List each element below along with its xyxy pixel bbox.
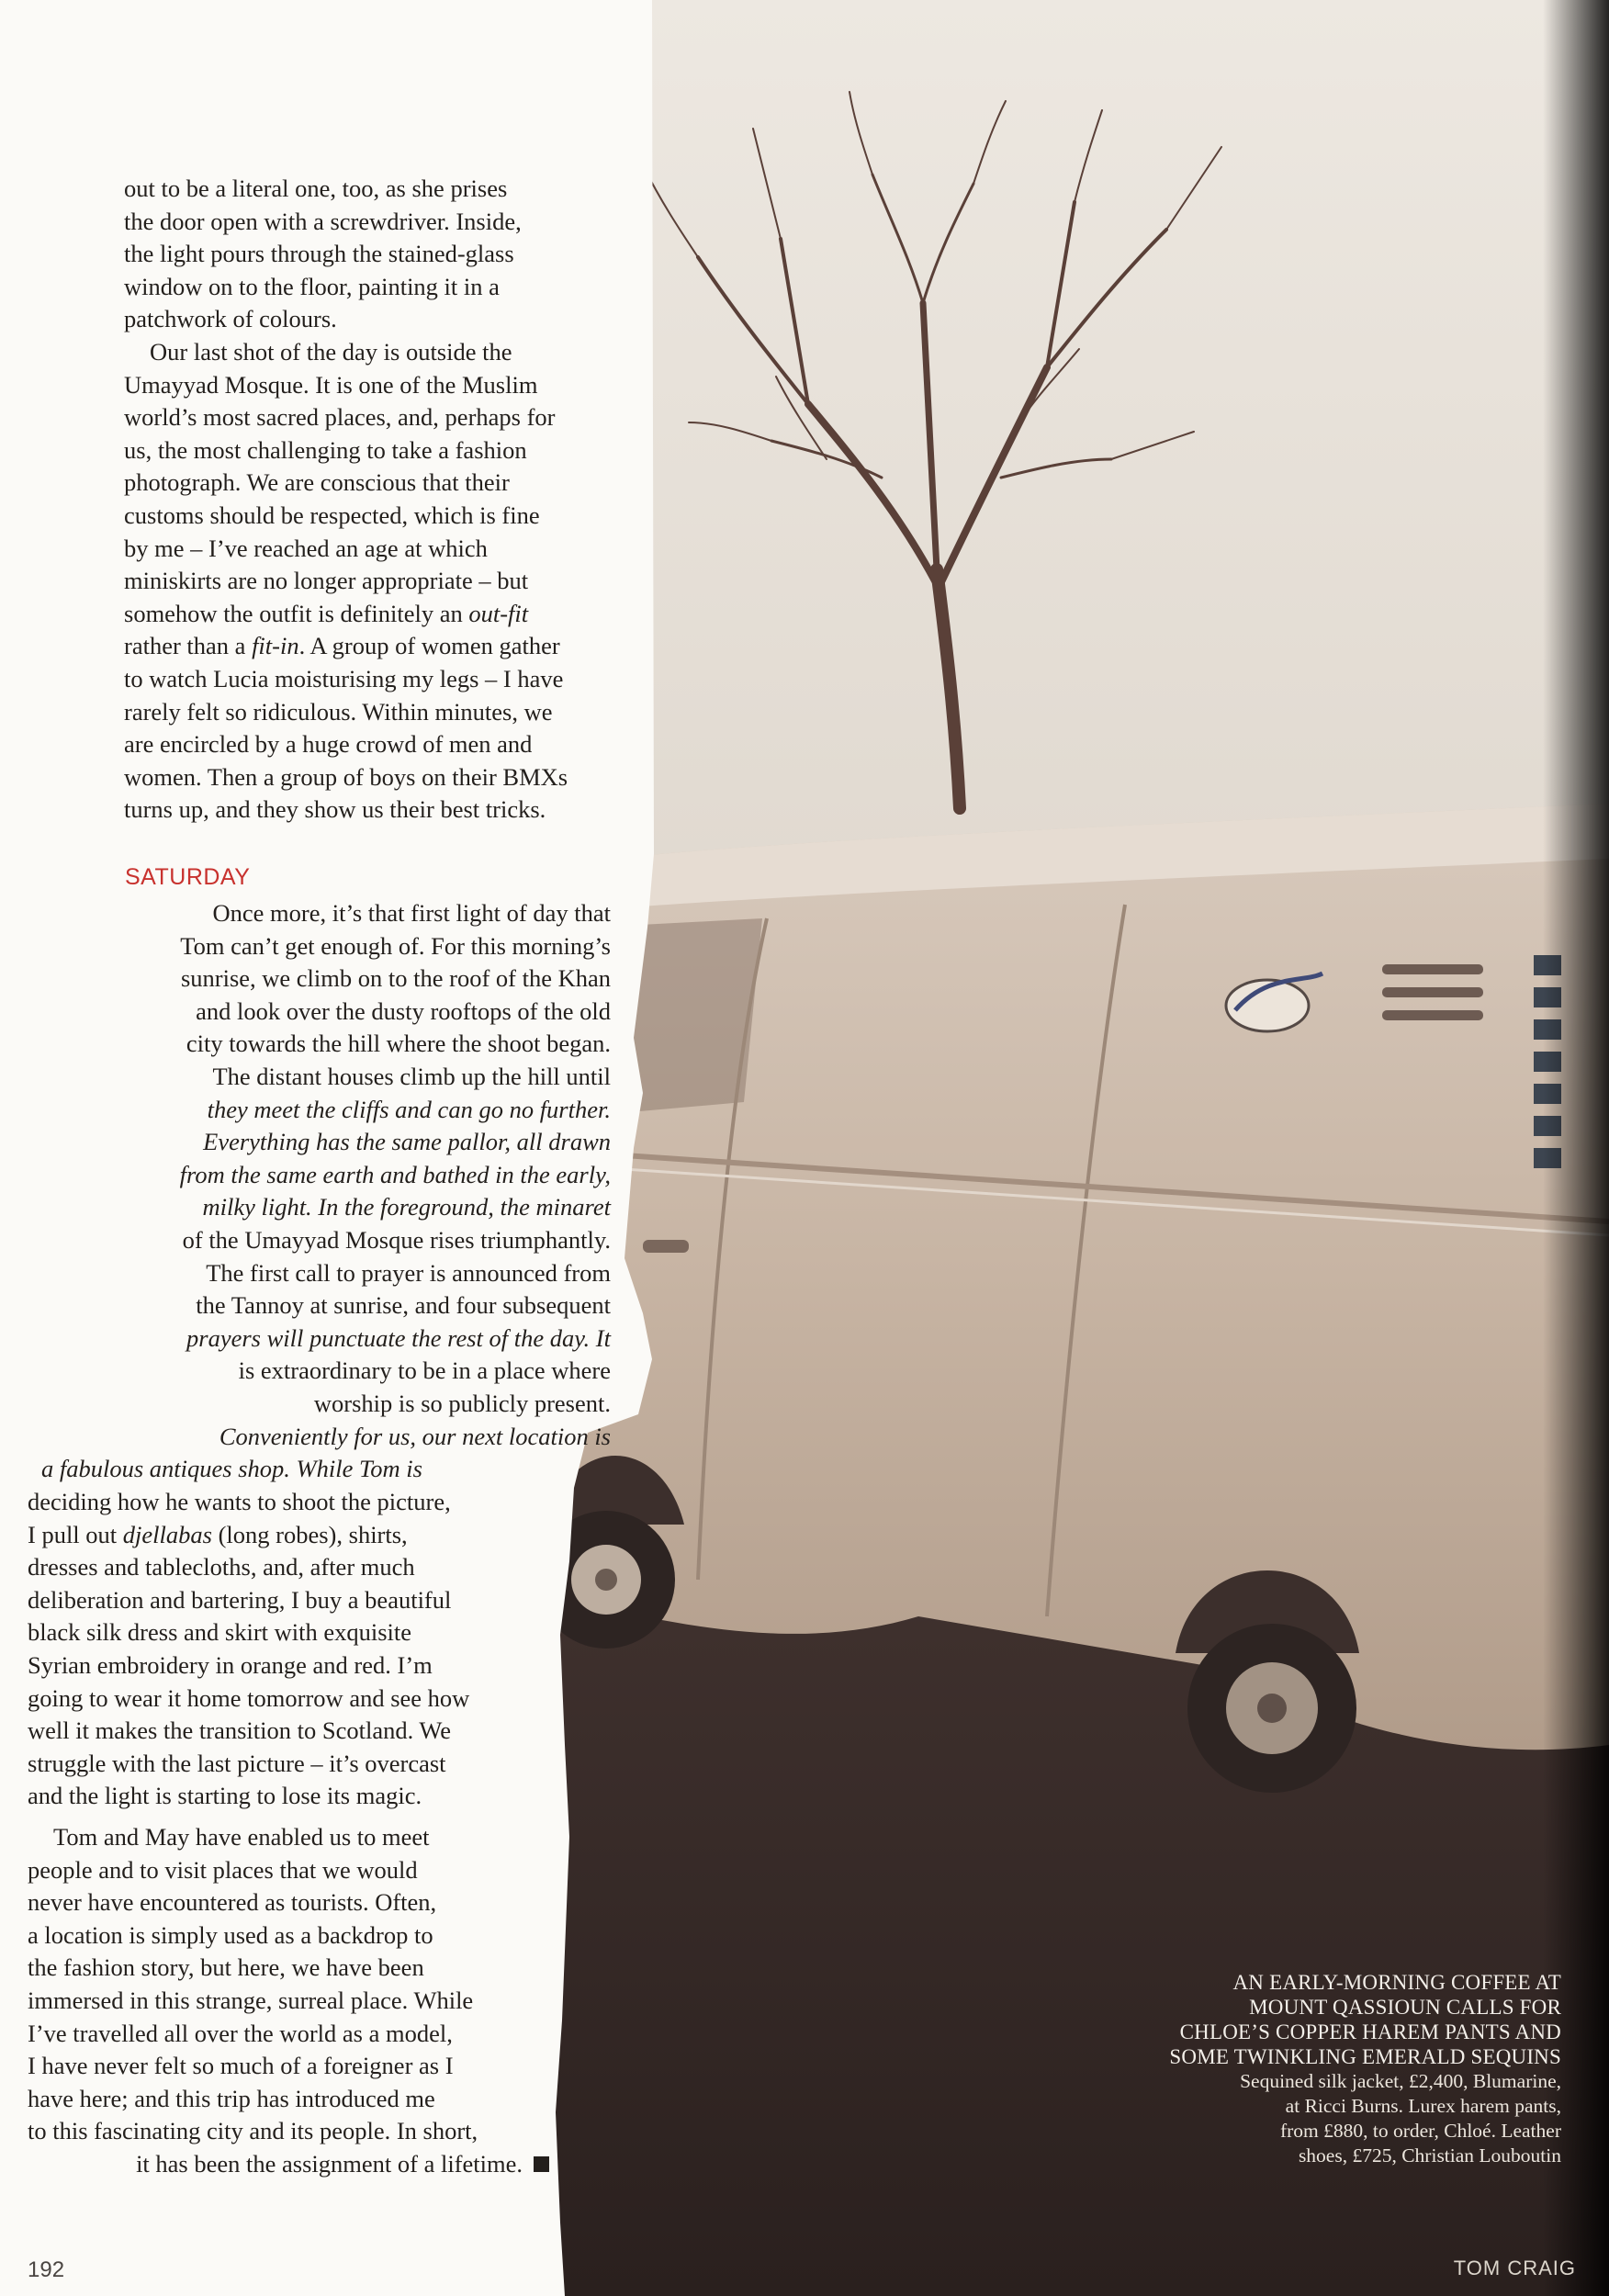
photo-caption bbox=[1047, 1970, 1561, 2168]
text-line: Conveniently for us, our next location is bbox=[219, 1422, 611, 1450]
text-line: dresses and tablecloths, and, after much bbox=[28, 1553, 415, 1581]
text-line: Syrian embroidery in orange and red. I’m bbox=[28, 1650, 433, 1679]
text-line: Our last shot of the day is outside the bbox=[150, 337, 512, 366]
text-line: have here; and this trip has introduced me bbox=[28, 2084, 435, 2112]
text-line: immersed in this strange, surreal place. While bbox=[28, 1986, 474, 2014]
text-line: people and to visit places that we would bbox=[28, 1855, 418, 1884]
italic-run: djellabas bbox=[122, 1520, 212, 1548]
caption-line: AN EARLY-MORNING COFFEE AT bbox=[1232, 1971, 1561, 1994]
section-heading-saturday: SATURDAY bbox=[125, 864, 251, 890]
text-line: is extraordinary to be in a place where bbox=[238, 1356, 611, 1385]
end-mark-icon bbox=[534, 2156, 549, 2172]
caption-headline bbox=[1047, 1970, 1561, 2069]
text-run: I pull out bbox=[28, 1520, 123, 1548]
text-line: The first call to prayer is announced from bbox=[206, 1258, 611, 1287]
text-line bbox=[28, 2148, 549, 2181]
text-line: are encircled by a huge crowd of men and bbox=[124, 730, 533, 759]
text-line: a fabulous antiques shop. While Tom is bbox=[41, 1455, 422, 1483]
caption-line: shoes, £725, Christian Louboutin bbox=[1298, 2144, 1561, 2167]
text-line: rarely felt so ridiculous. Within minutes, we bbox=[124, 697, 553, 726]
text-line: the Tannoy at sunrise, and four subsequent bbox=[196, 1291, 611, 1320]
text-line: deciding how he wants to shoot the picture, bbox=[28, 1488, 451, 1515]
text-run: . A group of women gather bbox=[298, 632, 560, 660]
paragraph-antiques bbox=[28, 1486, 549, 1813]
text-line: women. Then a group of boys on their BMXs bbox=[124, 762, 568, 791]
italic-run: out-fit bbox=[468, 599, 529, 627]
text-line: Umayyad Mosque. It is one of the Muslim bbox=[124, 370, 538, 399]
text-line: prayers will punctuate the rest of the day. It bbox=[186, 1323, 611, 1352]
text-line: and the light is starting to lose its magic. bbox=[28, 1782, 422, 1810]
text-line: out to be a literal one, too, as she prises bbox=[124, 174, 508, 202]
text-line: worship is so publicly present. bbox=[313, 1389, 611, 1417]
caption-line: Sequined silk jacket, £2,400, Blumarine, bbox=[1240, 2070, 1561, 2092]
text-line: from the same earth and bathed in the early, bbox=[179, 1160, 611, 1188]
text-line: by me – I’ve reached an age at which bbox=[124, 534, 488, 562]
text-line: never have encountered as tourists. Often, bbox=[28, 1888, 437, 1917]
paragraph-closing bbox=[28, 1821, 549, 2181]
caption-line: from £880, to order, Chloé. Leather bbox=[1279, 2120, 1561, 2142]
text-line: of the Umayyad Mosque rises triumphantly. bbox=[182, 1225, 611, 1254]
caption-line: MOUNT QASSIOUN CALLS FOR bbox=[1249, 1996, 1561, 2019]
text-run: it has been the assignment of a lifetime. bbox=[136, 2149, 523, 2178]
text-run: rather than a bbox=[124, 632, 253, 660]
text-line: miniskirts are no longer appropriate – but bbox=[124, 567, 529, 595]
text-line: Tom can’t get enough of. For this morning’s bbox=[180, 931, 611, 960]
caption-credits bbox=[1047, 2069, 1561, 2168]
text-line: photograph. We are conscious that their bbox=[124, 468, 510, 497]
text-line: Tom and May have enabled us to meet bbox=[53, 1823, 430, 1851]
text-line bbox=[124, 630, 615, 663]
text-line: the door open with a screwdriver. Inside, bbox=[124, 207, 522, 235]
text-line: The distant houses climb up the hill until bbox=[212, 1062, 611, 1090]
page-number: 192 bbox=[28, 2257, 65, 2282]
text-line: city towards the hill where the shoot began. bbox=[186, 1030, 611, 1058]
text-line: the light pours through the stained-glass bbox=[124, 240, 514, 268]
text-line: us, the most challenging to take a fashion bbox=[124, 435, 527, 464]
text-line: to watch Lucia moisturising my legs – I have bbox=[124, 664, 564, 692]
text-line: struggle with the last picture – it’s overcast bbox=[28, 1749, 446, 1777]
text-line: turns up, and they show us their best tricks. bbox=[124, 795, 546, 824]
text-line: customs should be respected, which is fine bbox=[124, 501, 540, 529]
text-line: world’s most sacred places, and, perhaps for bbox=[124, 403, 556, 432]
text-line: well it makes the transition to Scotland. We bbox=[28, 1716, 452, 1745]
article-text-column bbox=[0, 0, 661, 2296]
text-line: sunrise, we climb on to the roof of the Khan bbox=[180, 964, 611, 993]
text-line: black silk dress and skirt with exquisite bbox=[28, 1618, 412, 1647]
text-line bbox=[28, 1519, 549, 1552]
text-line: Everything has the same pallor, all drawn bbox=[203, 1128, 611, 1156]
text-line: I have never felt so much of a foreigner as I bbox=[28, 2052, 454, 2080]
text-line: milky light. In the foreground, the minaret bbox=[202, 1193, 611, 1221]
caption-line: CHLOE’S COPPER HAREM PANTS AND bbox=[1179, 2020, 1561, 2043]
text-line: going to wear it home tomorrow and see how bbox=[28, 1683, 470, 1712]
text-line: window on to the floor, painting it in a bbox=[124, 272, 500, 300]
caption-line: at Ricci Burns. Lurex harem pants, bbox=[1285, 2095, 1561, 2117]
text-line: they meet the cliffs and can go no further. bbox=[207, 1095, 611, 1123]
text-line bbox=[124, 598, 615, 631]
text-run: (long robes), shirts, bbox=[211, 1520, 408, 1548]
paragraph-intro bbox=[124, 173, 615, 827]
caption-line: SOME TWINKLING EMERALD SEQUINS bbox=[1169, 2045, 1561, 2068]
text-line: patchwork of colours. bbox=[124, 305, 337, 333]
text-run: somehow the outfit is definitely an bbox=[124, 599, 469, 627]
text-line: and look over the dusty rooftops of the old bbox=[196, 996, 611, 1025]
text-line: to this fascinating city and its people. In short, bbox=[28, 2117, 478, 2145]
text-line: I’ve travelled all over the world as a model, bbox=[28, 2019, 453, 2047]
text-line: a location is simply used as a backdrop to bbox=[28, 1920, 433, 1949]
photographer-credit: TOM CRAIG bbox=[1453, 2257, 1576, 2279]
italic-run: fit-in bbox=[252, 632, 299, 660]
text-line: Once more, it’s that first light of day that bbox=[212, 899, 611, 927]
text-line: deliberation and bartering, I buy a beautiful bbox=[28, 1585, 452, 1614]
text-line: the fashion story, but here, we have been bbox=[28, 1953, 424, 1982]
paragraph-saturday bbox=[41, 897, 611, 1486]
